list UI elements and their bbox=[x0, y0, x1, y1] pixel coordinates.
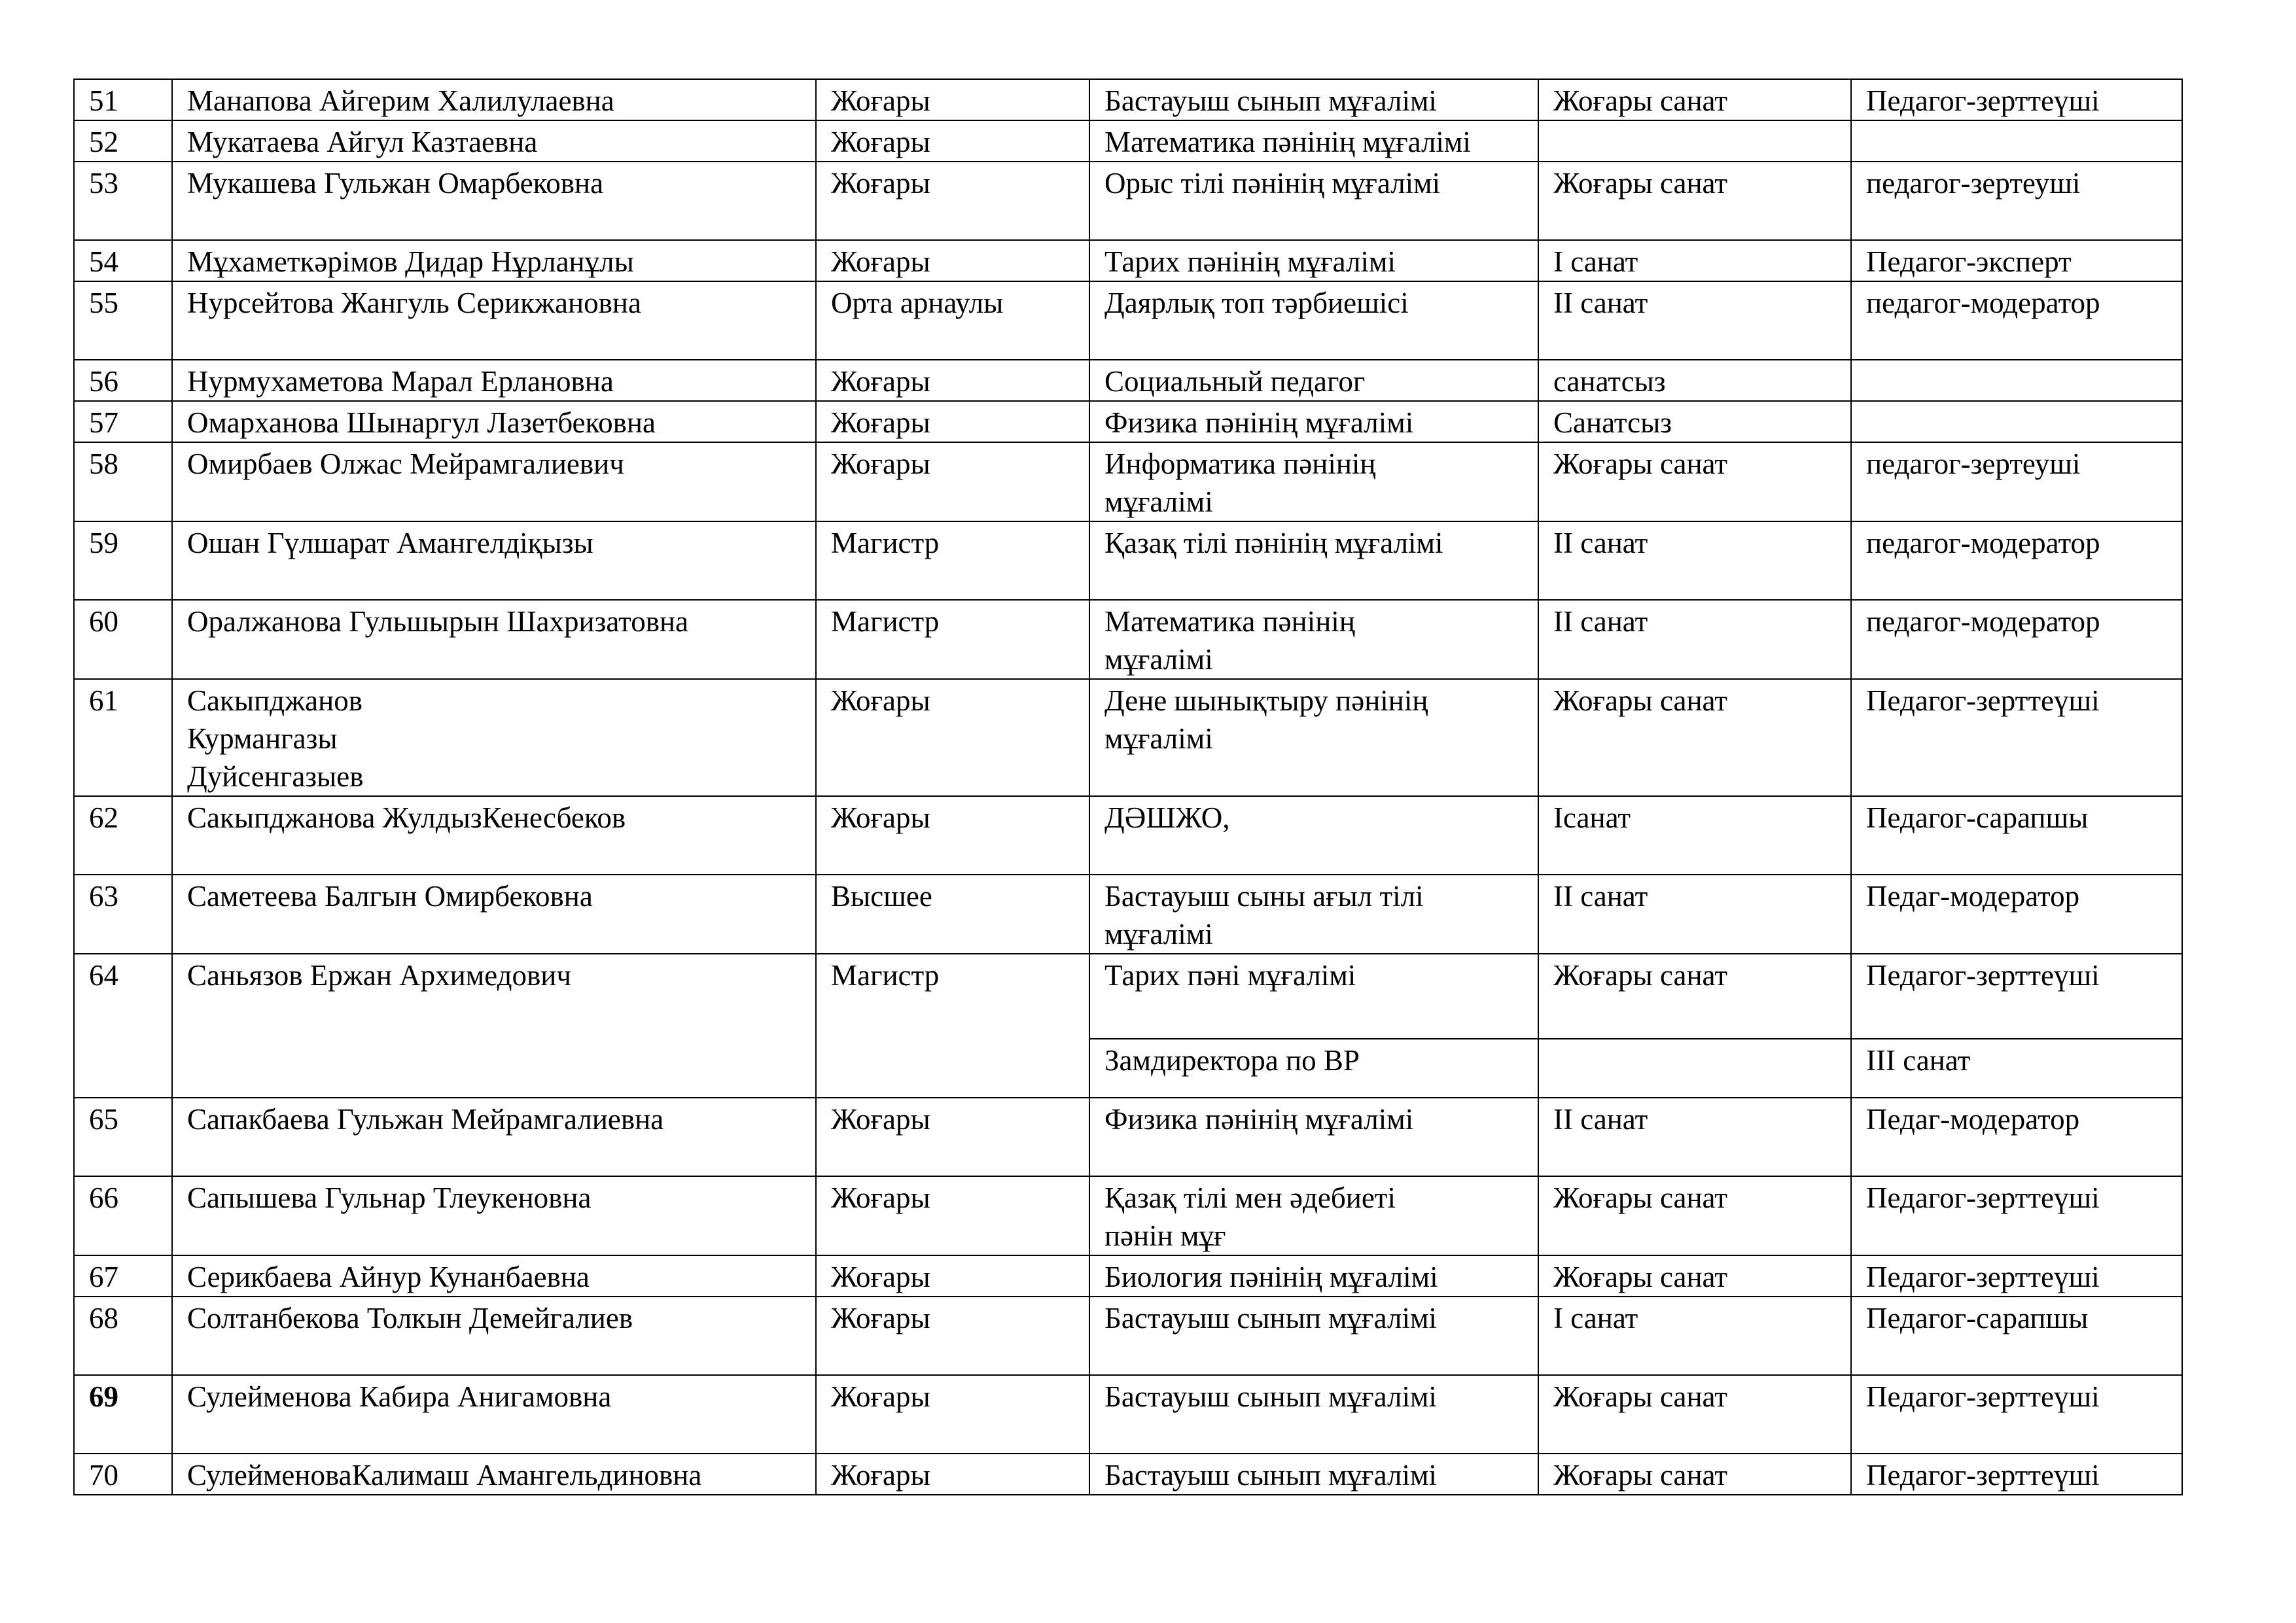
table-row bbox=[74, 240, 2182, 281]
teacher-name: Солтанбекова Толкын Демейгалиев bbox=[172, 1297, 816, 1375]
education-level: Жоғары bbox=[816, 1176, 1089, 1255]
row-number: 69 bbox=[74, 1375, 172, 1454]
row-number: 53 bbox=[74, 162, 172, 240]
teacher-name: Оралжанова Гульшырын Шахризатовна bbox=[172, 600, 816, 679]
category: Жоғары санат bbox=[1538, 1255, 1851, 1297]
category: санатсыз bbox=[1538, 360, 1851, 401]
qualification: Педагог-зерттеүші bbox=[1851, 1454, 2182, 1495]
qualification: Педагог-зерттеүші bbox=[1851, 954, 2182, 1039]
category: Жоғары санат bbox=[1538, 442, 1851, 521]
teacher-name: Мукатаева Айгул Казтаевна bbox=[172, 120, 816, 162]
row-number: 68 bbox=[74, 1297, 172, 1375]
row-number: 57 bbox=[74, 401, 172, 442]
teacher-name: Манапова Айгерим Халилулаевна bbox=[172, 79, 816, 120]
qualification: Педагог-зерттеүші bbox=[1851, 1176, 2182, 1255]
row-number: 55 bbox=[74, 281, 172, 360]
position: ДӘШЖО, bbox=[1089, 796, 1538, 875]
education-level: Жоғары bbox=[816, 1454, 1089, 1495]
table-row bbox=[74, 1454, 2182, 1495]
qualification: педагог-модератор bbox=[1851, 521, 2182, 600]
position: Бастауыш сыны ағыл тілі мұғалімі bbox=[1089, 875, 1538, 954]
position: Дене шынықтыру пәнінің мұғалімі bbox=[1089, 679, 1538, 796]
category: ІІ санат bbox=[1538, 875, 1851, 954]
category bbox=[1538, 120, 1851, 162]
education-level: Жоғары bbox=[816, 1375, 1089, 1454]
position: Биология пәнінің мұғалімі bbox=[1089, 1255, 1538, 1297]
qualification: Педагог-зерттеүші bbox=[1851, 79, 2182, 120]
teacher-name: Омирбаев Олжас Мейрамгалиевич bbox=[172, 442, 816, 521]
row-number: 63 bbox=[74, 875, 172, 954]
row-number: 60 bbox=[74, 600, 172, 679]
teacher-name: Нурсейтова Жангуль Серикжановна bbox=[172, 281, 816, 360]
row-number: 59 bbox=[74, 521, 172, 600]
category: ІІ санат bbox=[1538, 1098, 1851, 1176]
education-level: Жоғары bbox=[816, 240, 1089, 281]
table-row bbox=[74, 401, 2182, 442]
table-row bbox=[74, 1255, 2182, 1297]
row-number: 52 bbox=[74, 120, 172, 162]
row-number: 70 bbox=[74, 1454, 172, 1495]
row-number: 56 bbox=[74, 360, 172, 401]
row-number: 64 bbox=[74, 954, 172, 1098]
education-level: Жоғары bbox=[816, 360, 1089, 401]
category: Жоғары санат bbox=[1538, 162, 1851, 240]
position: Бастауыш сынып мұғалімі bbox=[1089, 79, 1538, 120]
position: Қазақ тілі мен әдебиеті пәнін мұғ bbox=[1089, 1176, 1538, 1255]
teacher-name: Саньязов Ержан Архимедович bbox=[172, 954, 816, 1098]
table-row bbox=[74, 796, 2182, 875]
qualification: Педагог-зерттеүші bbox=[1851, 679, 2182, 796]
teacher-name: Сакыпджанова ЖулдызКенесбеков bbox=[172, 796, 816, 875]
position: Математика пәнінің мұғалімі bbox=[1089, 120, 1538, 162]
position: Даярлық топ тәрбиешісі bbox=[1089, 281, 1538, 360]
qualification bbox=[1851, 401, 2182, 442]
category: Жоғары санат bbox=[1538, 679, 1851, 796]
category: Санатсыз bbox=[1538, 401, 1851, 442]
row-number: 66 bbox=[74, 1176, 172, 1255]
position-secondary: Замдиректора по ВР bbox=[1089, 1039, 1538, 1098]
position: Социальный педагог bbox=[1089, 360, 1538, 401]
position: Бастауыш сынып мұғалімі bbox=[1089, 1375, 1538, 1454]
qualification: Педагог-эксперт bbox=[1851, 240, 2182, 281]
row-number: 65 bbox=[74, 1098, 172, 1176]
teacher-name: Сапакбаева Гульжан Мейрамгалиевна bbox=[172, 1098, 816, 1176]
table-row bbox=[74, 360, 2182, 401]
category: ІІ санат bbox=[1538, 521, 1851, 600]
table-row bbox=[74, 120, 2182, 162]
category: Жоғары санат bbox=[1538, 1176, 1851, 1255]
teacher-name: Серикбаева Айнур Кунанбаевна bbox=[172, 1255, 816, 1297]
table-row bbox=[74, 875, 2182, 954]
qualification: Педагог-сарапшы bbox=[1851, 1297, 2182, 1375]
table-row bbox=[74, 954, 2182, 1039]
education-level: Жоғары bbox=[816, 1297, 1089, 1375]
qualification: Педагог-зерттеүші bbox=[1851, 1255, 2182, 1297]
table-row bbox=[74, 1098, 2182, 1176]
category: ІІ санат bbox=[1538, 600, 1851, 679]
table-row bbox=[74, 281, 2182, 360]
qualification: педагог-модератор bbox=[1851, 281, 2182, 360]
row-number: 62 bbox=[74, 796, 172, 875]
qualification bbox=[1851, 120, 2182, 162]
education-level: Магистр bbox=[816, 600, 1089, 679]
teacher-name: Омарханова Шынаргул Лазетбековна bbox=[172, 401, 816, 442]
table-row bbox=[74, 679, 2182, 796]
education-level: Жоғары bbox=[816, 1255, 1089, 1297]
qualification bbox=[1851, 360, 2182, 401]
position: Қазақ тілі пәнінің мұғалімі bbox=[1089, 521, 1538, 600]
education-level: Жоғары bbox=[816, 1098, 1089, 1176]
position: Орыс тілі пәнінің мұғалімі bbox=[1089, 162, 1538, 240]
table-row bbox=[74, 1176, 2182, 1255]
table-row bbox=[74, 1297, 2182, 1375]
education-level: Жоғары bbox=[816, 442, 1089, 521]
category: ІІ санат bbox=[1538, 281, 1851, 360]
row-number: 51 bbox=[74, 79, 172, 120]
category: Жоғары санат bbox=[1538, 1375, 1851, 1454]
teacher-name: Мұхаметкәрімов Дидар Нұрланұлы bbox=[172, 240, 816, 281]
table-row bbox=[74, 442, 2182, 521]
category: Жоғары санат bbox=[1538, 1454, 1851, 1495]
education-level: Жоғары bbox=[816, 162, 1089, 240]
qualification: Педагог-зерттеүші bbox=[1851, 1375, 2182, 1454]
position: Информатика пәнінің мұғалімі bbox=[1089, 442, 1538, 521]
education-level: Орта арнаулы bbox=[816, 281, 1089, 360]
qualification: Педагог-сарапшы bbox=[1851, 796, 2182, 875]
category: І санат bbox=[1538, 240, 1851, 281]
education-level: Магистр bbox=[816, 521, 1089, 600]
education-level: Жоғары bbox=[816, 796, 1089, 875]
position: Тарих пәні мұғалімі bbox=[1089, 954, 1538, 1039]
teacher-name: Ошан Гүлшарат Амангелдіқызы bbox=[172, 521, 816, 600]
position: Математика пәнінің мұғалімі bbox=[1089, 600, 1538, 679]
teacher-name: Сакыпджанов Курмангазы Дуйсенгазыев bbox=[172, 679, 816, 796]
education-level: Высшее bbox=[816, 875, 1089, 954]
table-row bbox=[74, 600, 2182, 679]
category-secondary bbox=[1538, 1039, 1851, 1098]
position: Тарих пәнінің мұғалімі bbox=[1089, 240, 1538, 281]
teacher-name: Саметеева Балгын Омирбековна bbox=[172, 875, 816, 954]
table-row bbox=[74, 79, 2182, 120]
category: Ісанат bbox=[1538, 796, 1851, 875]
staff-table bbox=[73, 79, 2183, 1495]
teacher-name: Нурмухаметова Марал Ерлановна bbox=[172, 360, 816, 401]
qualification: Педаг-модератор bbox=[1851, 1098, 2182, 1176]
position: Бастауыш сынып мұғалімі bbox=[1089, 1297, 1538, 1375]
qualification: педагог-модератор bbox=[1851, 600, 2182, 679]
education-level: Жоғары bbox=[816, 79, 1089, 120]
row-number: 61 bbox=[74, 679, 172, 796]
category: Жоғары санат bbox=[1538, 954, 1851, 1039]
teacher-name: СулейменоваКалимаш Амангельдиновна bbox=[172, 1454, 816, 1495]
teacher-name: Сулейменова Кабира Анигамовна bbox=[172, 1375, 816, 1454]
table-row bbox=[74, 521, 2182, 600]
position: Бастауыш сынып мұғалімі bbox=[1089, 1454, 1538, 1495]
row-number: 67 bbox=[74, 1255, 172, 1297]
qualification: Педаг-модератор bbox=[1851, 875, 2182, 954]
position: Физика пәнінің мұғалімі bbox=[1089, 401, 1538, 442]
education-level: Жоғары bbox=[816, 679, 1089, 796]
category: І санат bbox=[1538, 1297, 1851, 1375]
qualification: педагог-зертеуші bbox=[1851, 442, 2182, 521]
row-number: 58 bbox=[74, 442, 172, 521]
category: Жоғары санат bbox=[1538, 79, 1851, 120]
education-level: Жоғары bbox=[816, 120, 1089, 162]
education-level: Магистр bbox=[816, 954, 1089, 1098]
qualification: педагог-зертеуші bbox=[1851, 162, 2182, 240]
teacher-name: Мукашева Гульжан Омарбековна bbox=[172, 162, 816, 240]
position: Физика пәнінің мұғалімі bbox=[1089, 1098, 1538, 1176]
teacher-name: Сапышева Гульнар Тлеукеновна bbox=[172, 1176, 816, 1255]
qualification-secondary: ІІІ санат bbox=[1851, 1039, 2182, 1098]
row-number: 54 bbox=[74, 240, 172, 281]
table-row bbox=[74, 1375, 2182, 1454]
table-row bbox=[74, 162, 2182, 240]
education-level: Жоғары bbox=[816, 401, 1089, 442]
